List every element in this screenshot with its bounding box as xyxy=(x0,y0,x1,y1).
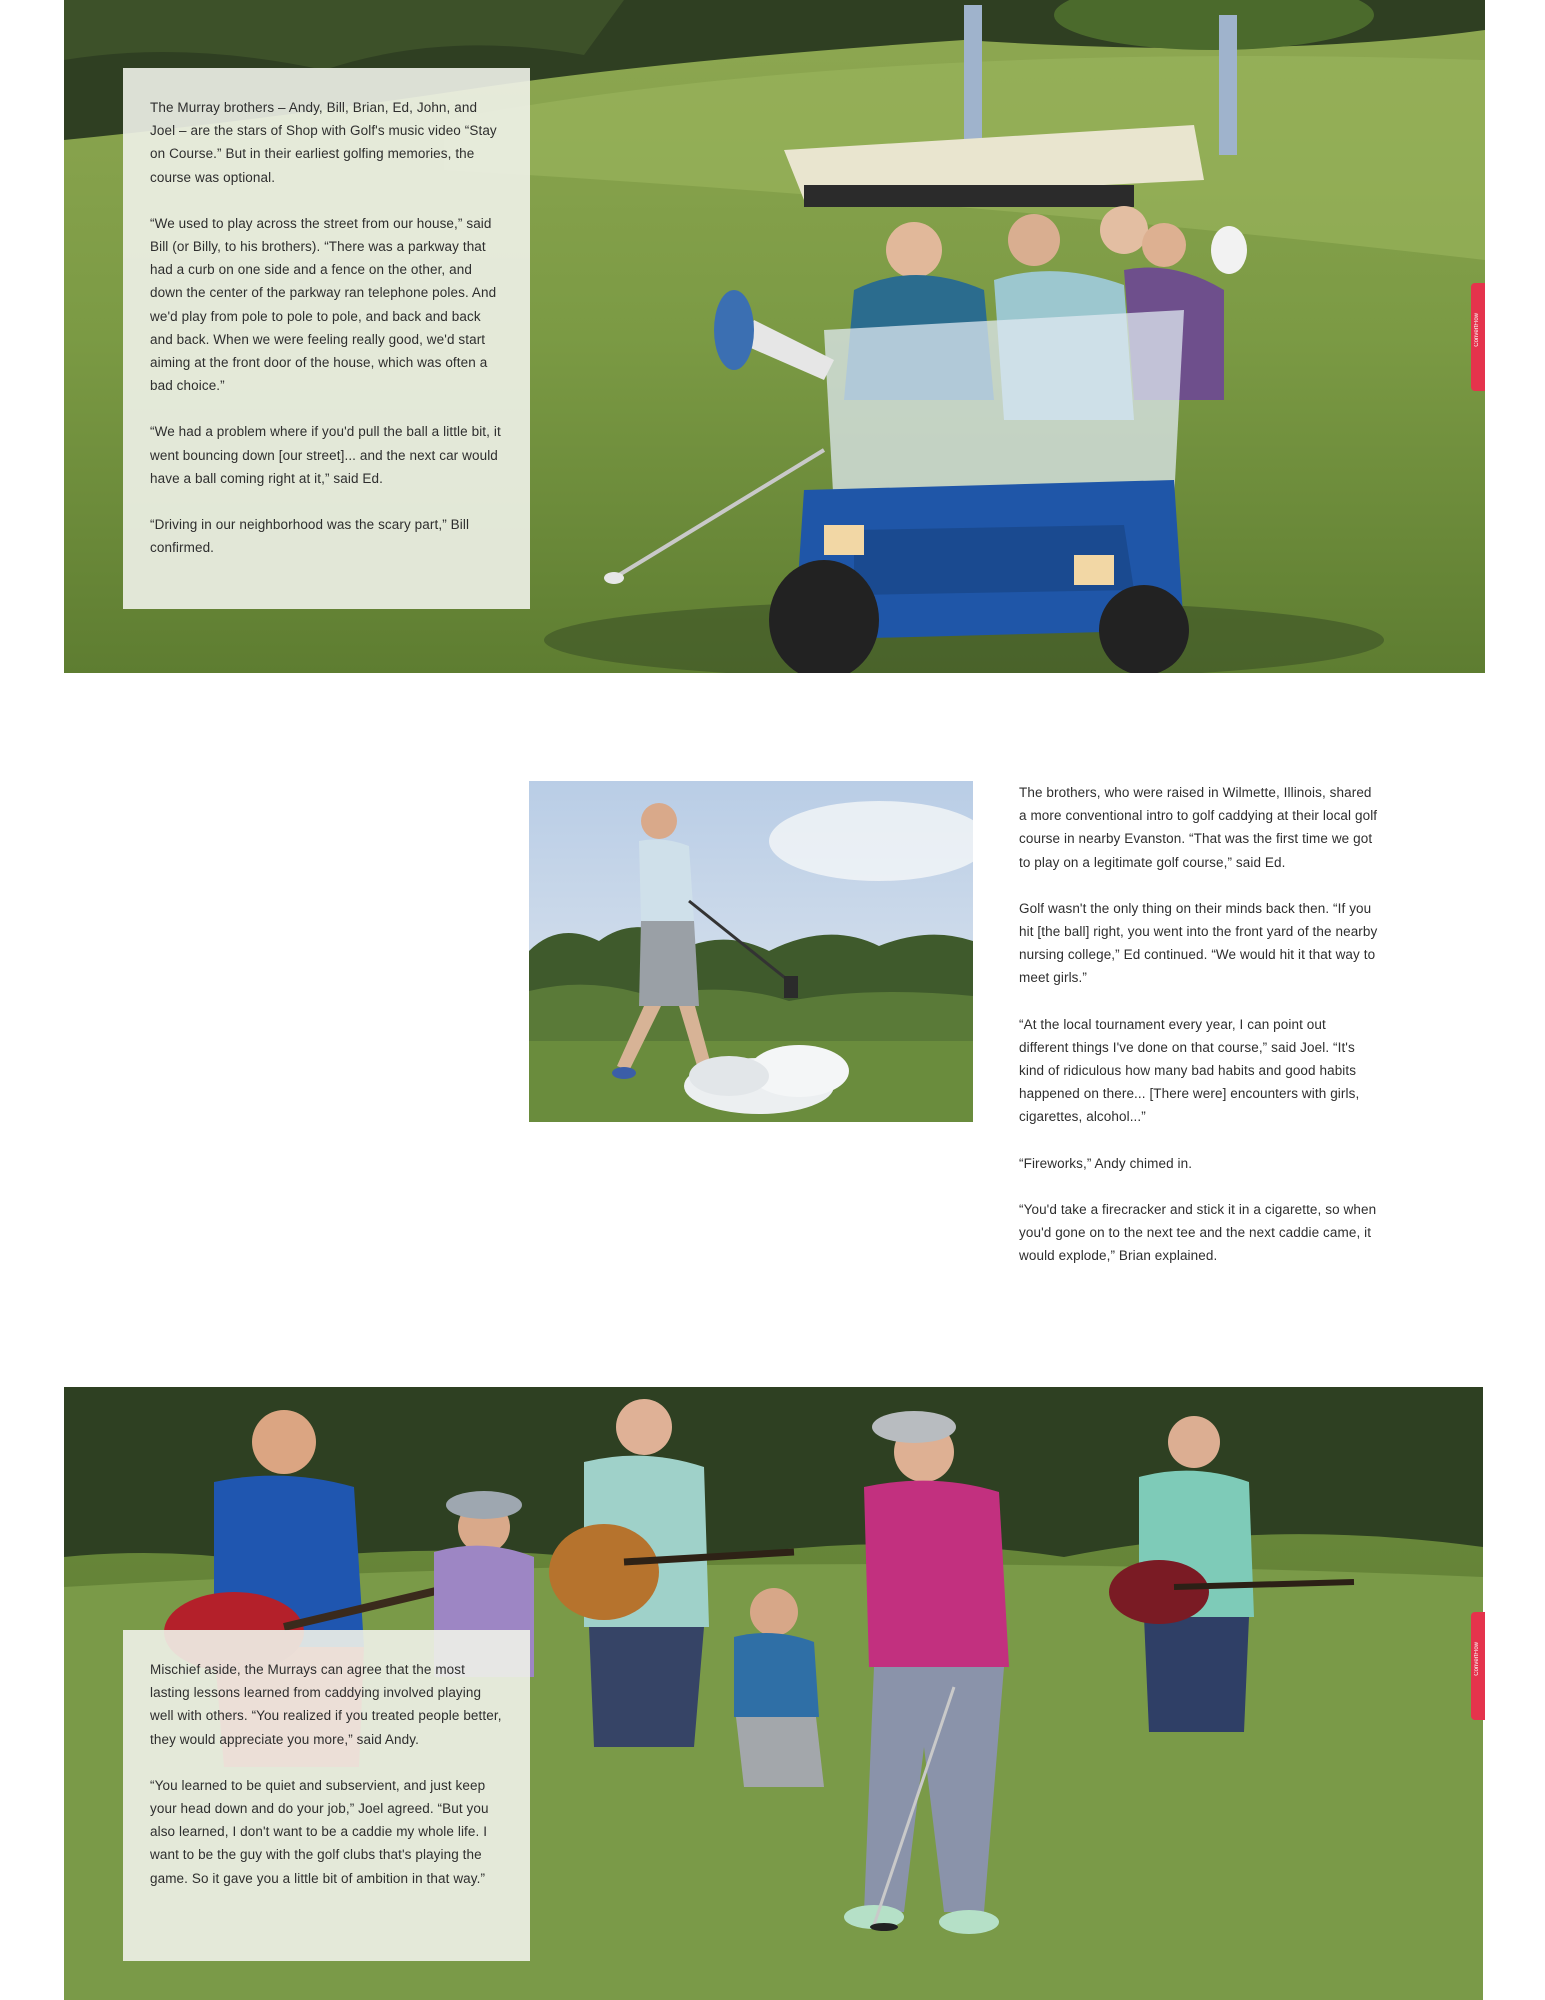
paragraph: “You'd take a firecracker and stick it in a cigarette, so when you'd gone on to the next tee and the next caddie came, it would explode,” Brian explained. xyxy=(1019,1201,1377,1264)
convertflow-side-tab[interactable] xyxy=(1471,1612,1485,1720)
side-tab-label: ConvertFlow xyxy=(1474,1642,1480,1676)
paragraph: “You learned to be quiet and subservient, and just keep your head down and do your job,” Joel agreed. “But you also learned, I don't want to be a caddie my whole life. I want to be the guy with the golf clubs that's playing the game. So it gave you a little bit of ambition in that way.” xyxy=(150,1777,489,1886)
paragraph: The Murray brothers – Andy, Bill, Brian, Ed, John, and Joel – are the stars of Shop with Golf's music video “Stay on Course.” But in their earliest golfing memories, the course was optional. xyxy=(150,100,497,185)
golf-swing-illustration xyxy=(529,781,973,1122)
paragraph: Golf wasn't the only thing on their minds back then. “If you hit [the ball] right, you went into the front yard of the nearby nursing college,” Ed continued. “We would hit it that way to meet girls.” xyxy=(1019,900,1378,986)
intro-text-card xyxy=(123,68,530,609)
closing-text-card xyxy=(123,1630,530,1961)
paragraph: “At the local tournament every year, I can point out different things I've done on that course,” said Joel. “It's kind of ridiculous how many bad habits and good habits happened on there... [There were] encounters with girls, cigarettes, alcohol...” xyxy=(1019,1016,1360,1125)
paragraph: “We used to play across the street from our house,” said Bill (or Billy, to his brothers). “There was a parkway that had a curb on one side and a fence on the other, and down the center of the parkway ran telephone poles. And we'd play from pole to pole to pole, and back and back and back. When we were feeling really good, we'd start aiming at the front door of the house, which was often a bad choice.” xyxy=(150,215,497,394)
photo-golf-swing-explosion xyxy=(529,781,973,1122)
paragraph: The brothers, who were raised in Wilmette, Illinois, shared a more conventional intro to golf caddying at their local golf course in nearby Evanston. “That was the first time we got to play on a legitimate golf course,” said Ed. xyxy=(1019,785,1378,870)
convertflow-side-tab[interactable] xyxy=(1471,283,1485,391)
paragraph: “Driving in our neighborhood was the scary part,” Bill confirmed. xyxy=(150,517,470,556)
paragraph: Mischief aside, the Murrays can agree that the most lasting lessons learned from caddying involved playing well with others. “You realized if you treated people better, they would appreciate you more,” said Andy. xyxy=(150,1662,502,1747)
paragraph: “We had a problem where if you'd pull the ball a little bit, it went bouncing down [our street]... and the next car would have a ball coming right at it,” said Ed. xyxy=(150,424,501,486)
middle-text-column xyxy=(1019,781,1379,1290)
side-tab-label: ConvertFlow xyxy=(1474,313,1480,347)
paragraph: “Fireworks,” Andy chimed in. xyxy=(1019,1155,1193,1171)
